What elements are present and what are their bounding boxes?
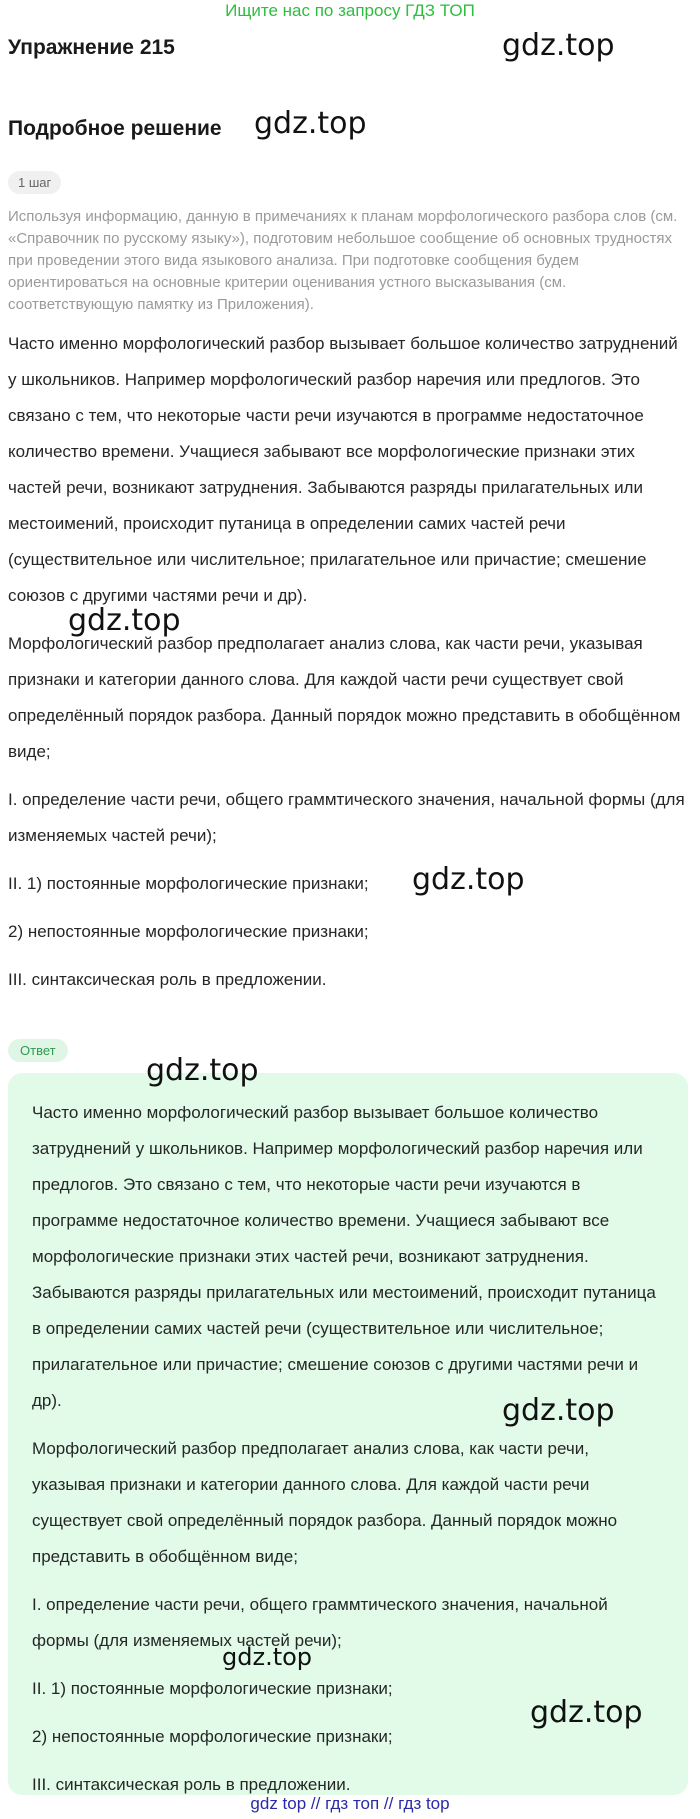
answer-box [8,1073,688,1795]
step-badge: 1 шаг [8,171,61,194]
solution-paragraph: 2) непостоянные морфологические признаки; [8,922,369,941]
answer-paragraph: I. определение части речи, общего граммтического значения, начальной формы (для изменяемых частей речи); [32,1595,608,1650]
watermark: gdz.top [222,1643,313,1671]
answer-paragraph: II. 1) постоянные морфологические признаки; [32,1679,393,1698]
watermark: gdz.top [502,28,615,63]
watermark: gdz.top [412,862,525,897]
answer-paragraph: III. синтаксическая роль в предложении. [32,1775,351,1794]
solution-title: Подробное решение [8,117,222,140]
solution-text [8,326,688,998]
watermark: gdz.top [502,1393,615,1428]
exercise-title: Упражнение 215 [8,36,175,59]
footer-links[interactable]: gdz top // гдз топ // гдз top [250,1794,450,1813]
intro-text: Используя информацию, данную в примечаниях к планам морфологического разбора слов (см. «Справочник по русскому языку»), подготовим небольшое сообщение об основных трудностях при проведении этого вида языкового анализа. При подготовке сообщения будем ориентироваться на основные критерии оценивания устного высказывания (см. соответствующую памятку из Приложения). [8,208,678,313]
answer-badge: Ответ [8,1039,68,1062]
answer-paragraph: Морфологический разбор предполагает анализ слова, как части речи, указывая признаки и категории данного слова. Для каждой части речи существует свой определённый порядок разбора. Данный порядок можно представить в обобщённом виде; [32,1439,618,1566]
answer-paragraph: Часто именно морфологический разбор вызывает большое количество затруднений у школьников. Например морфологический разбор наречия или предлогов. Это связано с тем, что некоторые части речи изучаются в программе недостаточное количество времени. Учащиеся забывают все морфологические признаки этих частей речи, возникают затруднения. Забываются разряды прилагательных или местоимений, происходит путаница в определении самих частей речи (существительное или числительное; прилагательное или причастие; смешение союзов с другими частями речи и др). [32,1103,656,1410]
solution-paragraph: I. определение части речи, общего граммтического значения, начальной формы (для изменяемых частей речи); [8,790,685,845]
watermark: gdz.top [146,1053,259,1088]
solution-paragraph: II. 1) постоянные морфологические признаки; [8,874,369,893]
answer-paragraph: 2) непостоянные морфологические признаки; [32,1727,393,1746]
search-banner: Ищите нас по запросу ГДЗ ТОП [225,1,475,20]
watermark: gdz.top [530,1695,643,1730]
solution-paragraph: Морфологический разбор предполагает анализ слова, как части речи, указывая признаки и категории данного слова. Для каждой части речи существует свой определённый порядок разбора. Данный порядок можно представить в обобщённом виде; [8,634,681,761]
watermark: gdz.top [254,106,367,141]
solution-paragraph: III. синтаксическая роль в предложении. [8,970,327,989]
solution-paragraph: Часто именно морфологический разбор вызывает большое количество затруднений у школьников. Например морфологический разбор наречия или предлогов. Это связано с тем, что некоторые части речи изучаются в программе недостаточное количество времени. Учащиеся забывают все морфологические признаки этих частей речи, возникают затруднения. Забываются разряды прилагательных или местоимений, происходит путаница в определении самих частей речи (существительное или числительное; прилагательное или причастие; смешение союзов с другими частями речи и др). [8,334,678,605]
watermark: gdz.top [68,603,181,638]
